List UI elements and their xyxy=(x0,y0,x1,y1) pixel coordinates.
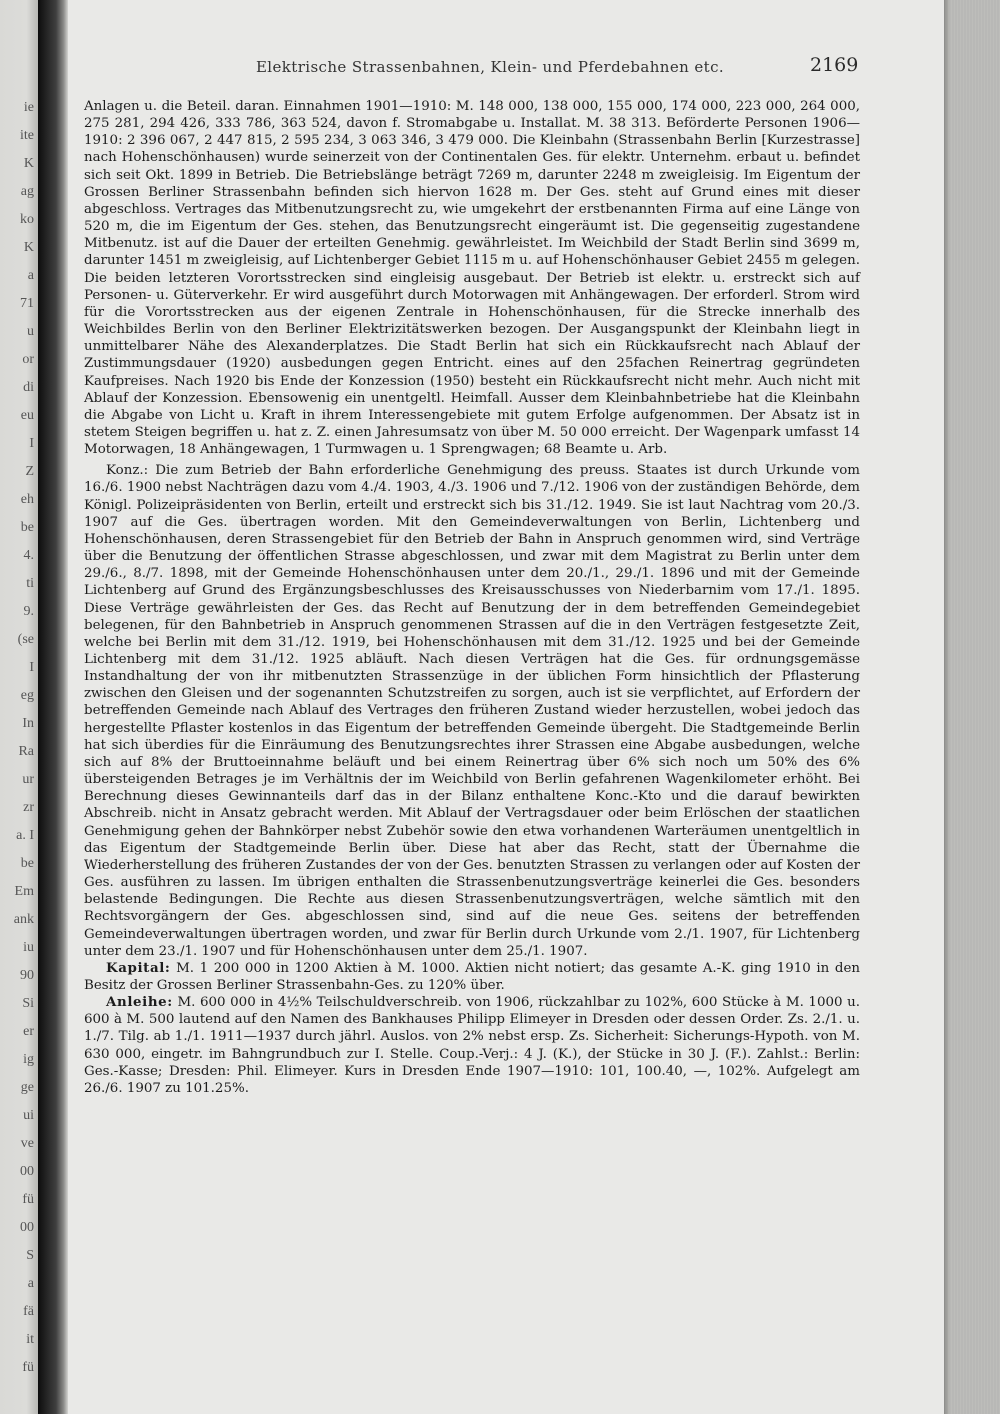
previous-page-fragment: ti xyxy=(26,576,34,591)
previous-page-fragment: it xyxy=(26,1332,34,1347)
previous-page-fragment: ve xyxy=(20,1136,34,1151)
previous-page-fragment: Em xyxy=(14,884,34,899)
document-page xyxy=(80,0,880,1414)
page-number: 2169 xyxy=(810,54,859,76)
previous-page-fragment: fä xyxy=(23,1304,34,1319)
previous-page-fragment: u xyxy=(27,324,34,339)
previous-page-fragment: In xyxy=(22,716,34,731)
previous-page-fragment: a xyxy=(27,268,34,283)
previous-page-fragment: 71 xyxy=(20,296,34,311)
previous-page-fragments xyxy=(0,0,38,1414)
intro-paragraph: Anlagen u. die Beteil. daran. Einnahmen 1901—1910: M. 148 000, 138 000, 155 000, 174 000, 223 000, 264 000, 275 281, 294 426, 333 786, 363 524, davon f. Stromabgabe u. Installat. M. 38 313. Beförderte Personen 1906—1910: 2 396 067, 2 447 815, 2 595 234, 3 063 346, 3 479 000. Die Kleinbahn (Strassenbahn Berlin [Kurzestrasse] nach Hohenschönhausen) wurde seinerzeit von der Continentalen Ges. für elektr. Unternehm. erbaut u. befindet sich seit Okt. 1899 in Betrieb. Die Betriebslänge beträgt 7269 m, darunter 2248 m zweigleisig. Im Eigentum der Grossen Berliner Strassenbahn befinden sich hiervon 1628 m. Der Ges. steht auf Grund eines mit dieser abgeschloss. Vertrages das Mitbenutzungsrecht zu, wie umgekehrt der erstbenannten Firma auf eine Länge von 520 m, die im Eigentum der Ges. stehen, das Benutzungsrecht eingeräumt ist. Die gegenseitig zugestandene Mitbenutz. ist auf die Dauer der erteilten Genehmig. gewährleistet. Im Weichbild der Stadt Berlin sind 3699 m, darunter 1451 m zweigleisig, auf Lichtenberger Gebiet 1115 m u. auf Hohenschönhauser Gebiet 2455 m gelegen. Die beiden letzteren Vorortsstrecken sind eingleisig ausgebaut. Der Betrieb ist elektr. u. erstreckt sich auf Personen- u. Güterverkehr. Er wird ausgeführt durch Motorwagen mit Anhängewagen. Der erforderl. Strom wird für die Vorortsstrecken aus der eigenen Zentrale in Hohenschönhausen, für die Strecke innerhalb des Weichbildes Berlin von den Berliner Elektrizitätswerken bezogen. Der Ausgangspunkt der Kleinbahn liegt in unmittelbarer Nähe des Alexanderplatzes. Die Stadt Berlin hat sich ein Rückkaufsrecht nach Ablauf der Zustimmungsdauer (1920) ausbedungen gegen Entricht. eines auf den 25fachen Reinertrag gegründeten Kaufpreises. Nach 1920 bis Ende der Konzession (1950) besteht ein Rückkaufsrecht nicht mehr. Auch nicht mit Ablauf der Konzession. Ebensowenig ein unentgeltl. Heimfall. Ausser dem Kleinbahnbetriebe hat die Kleinbahn die Abgabe von Licht u. Kraft in ihrem Interessengebiete mit gutem Erfolge aufgenommen. Der Absatz ist in stetem Steigen begriffen u. hat z. Z. einen Jahresumsatz von über M. 50 000 erreicht. Der Wagenpark umfasst 14 Motorwagen, 18 Anhängewagen, 1 Turmwagen u. 1 Sprengwagen; 68 Beamte u. Arb. xyxy=(84,99,860,458)
previous-page-fragment: fü xyxy=(22,1192,34,1207)
previous-page-fragment: ag xyxy=(20,184,34,199)
previous-page-fragment: 9. xyxy=(23,604,34,619)
anleihe-paragraph xyxy=(84,994,860,1097)
konzession-paragraph: Konz.: Die zum Betrieb der Bahn erforderliche Genehmigung des preuss. Staates ist durch Urkunde vom 16./6. 1900 nebst Nachträgen dazu vom 4./4. 1903, 4./3. 1906 und 7./12. 1906 von der zuständigen Behörde, dem Königl. Polizeipräsidenten von Berlin, erteilt und erstreckt sich bis 31./12. 1949. Sie ist laut Nachtrag vom 20./3. 1907 auf die Ges. übertragen worden. Mit den Gemeindeverwaltungen von Berlin, Lichtenberg und Hohenschönhausen, deren Strassengebiet für den Betrieb der Bahn in Anspruch genommen wird, sind Verträge über die Benutzung der öffentlichen Strasse abgeschlossen, und zwar mit dem Magistrat zu Berlin unter dem 29./6., 8./7. 1898, mit der Gemeinde Hohenschönhausen unter dem 20./1., 29./1. 1896 und mit der Gemeinde Lichtenberg auf Grund des Ergänzungsbeschlusses des Kreisausschusses von Niederbarnim vom 17./1. 1895. Diese Verträge gewährleisten der Ges. das Recht auf Benutzung der in dem betreffenden Gemeindegebiet belegenen, für den Bahnbetrieb in Anspruch genommenen Strassen auf die in den Verträgen festgesetzte Zeit, welche bei Berlin mit dem 31./12. 1919, bei Hohenschönhausen mit dem 31./12. 1925 und bei der Gemeinde Lichtenberg mit dem 31./12. 1925 abläuft. Nach diesen Verträgen hat die Ges. für ordnungsgemässe Instandhaltung der von ihr mitbenutzten Strassenzüge in der üblichen Form hinsichtlich der Pflasterung zwischen den Gleisen und der sogenannten Schutzstreifen zu sorgen, auch ist sie verpflichtet, auf Erfordern der betreffenden Gemeinde nach Ablauf des Vertrages den früheren Zustand wieder herzustellen, wobei jedoch das hergestellte Pflaster kostenlos in das Eigentum der betreffenden Gemeinde übergeht. Die Stadtgemeinde Berlin hat sich überdies für die Einräumung des Benutzungsrechtes ihrer Strassen eine Abgabe ausbedungen, welche sich auf 8% der Bruttoeinnahme beläuft und bei einem Reinertrag über 6% sich noch um 50% des 6% übersteigenden Betrages je im Verhältnis der im Weichbild von Berlin gefahrenen Wagenkilometer erhöht. Bei Berechnung dieses Gewinnanteils darf das in der Bilanz enthaltene Konc.-Kto und die darauf bewirkten Abschreib. nicht in Ansatz gebracht werden. Mit Ablauf der Vertragsdauer oder beim Erlöschen der staatlichen Genehmigung gehen der Bahnkörper nebst Zubehör sowie den etwa vorhandenen Warteräumen unentgeltlich in das Eigentum der Stadtgemeinde Berlin über. Diese hat aber das Recht, statt der Übernahme die Wiederherstellung des früheren Zustandes der von der Ges. benutzten Strassen zu verlangen oder auf Kosten der Ges. ausführen zu lassen. Im übrigen enthalten die Strassenbenutzungsverträge keinerlei die Ges. besonders belastende Bedingungen. Die Rechte aus diesen Strassenbenutzungsverträgen, welche sämtlich mit den Rechtsvorgängern der Ges. abgeschlossen sind, sind auf die neue Ges. seitens der betreffenden Gemeindeverwaltungen übertragen worden, und zwar für Berlin durch Urkunde vom 2./1. 1907, für Lichtenberg unter dem 23./1. 1907 und für Hohenschönhausen unter dem 25./1. 1907. xyxy=(84,463,860,959)
previous-page-fragment: 90 xyxy=(20,968,34,983)
previous-page-fragment: 00 xyxy=(20,1164,34,1179)
previous-page-fragment: I xyxy=(29,660,34,675)
previous-page-fragment: di xyxy=(23,380,34,395)
previous-page-fragment: a xyxy=(27,1276,34,1291)
previous-page-fragment: K xyxy=(23,240,34,255)
kapital-paragraph xyxy=(84,960,860,994)
previous-page-fragment: 00 xyxy=(20,1220,34,1235)
previous-page-fragment: ur xyxy=(22,772,34,787)
previous-page-fragment: I xyxy=(29,436,34,451)
running-head: Elektrische Strassenbahnen, Klein- und Pferdebahnen etc. xyxy=(255,58,725,76)
previous-page-fragment: ite xyxy=(20,128,34,143)
previous-page-fragment: eu xyxy=(20,408,34,423)
page-stack-edge xyxy=(944,0,1000,1414)
previous-page-fragment: be xyxy=(20,856,34,871)
kapital-text: M. 1 200 000 in 1200 Aktien à M. 1000. Aktien nicht notiert; das gesamte A.-K. ging 1910 in den Besitz der Grossen Berliner Strassenbahn-Ges. zu 120% über. xyxy=(84,960,860,993)
previous-page-fragment: S xyxy=(26,1248,34,1263)
previous-page-fragment: Z xyxy=(25,464,34,479)
previous-page-fragment: Ra xyxy=(18,744,34,759)
kapital-label: Kapital: xyxy=(106,959,171,976)
previous-page-fragment: 4. xyxy=(23,548,34,563)
previous-page-fragment: er xyxy=(23,1024,34,1039)
previous-page-fragment: ge xyxy=(20,1080,34,1095)
previous-page-fragment: ank xyxy=(13,912,34,927)
previous-page-fragment: ie xyxy=(23,100,34,115)
previous-page-fragment: Si xyxy=(22,996,34,1011)
anleihe-text: M. 600 000 in 4½% Teilschuldverschreib. von 1906, rückzahlbar zu 102%, 600 Stücke à M. 1000 u. 600 à M. 500 lautend auf den Namen des Bankhauses Philipp Elimeyer in Dresden oder dessen Order. Zs. 2./1. u. 1./7. Tilg. ab 1./1. 1911—1937 durch jährl. Auslos. von 2% nebst ersp. Zs. Sicherheit: Sicherungs-Hypoth. von M. 630 000, eingetr. im Bahngrundbuch zur I. Stelle. Coup.-Verj.: 4 J. (K.), der Stücke in 30 J. (F.). Zahlst.: Berlin: Ges.-Kasse; Dresden: Phil. Elimeyer. Kurs in Dresden Ende 1907—1910: 101, 100.40, —, 102%. Aufgelegt am 26./6. 1907 zu 101.25%. xyxy=(84,995,860,1096)
previous-page-fragment: ig xyxy=(23,1052,34,1067)
book-gutter-shadow xyxy=(38,0,68,1414)
previous-page-fragment: eg xyxy=(20,688,34,703)
previous-page-fragment: fü xyxy=(22,1360,34,1375)
previous-page-fragment: K xyxy=(23,156,34,171)
previous-page-fragment: ko xyxy=(20,212,34,227)
previous-page-fragment: or xyxy=(22,352,34,367)
anleihe-label: Anleihe: xyxy=(106,994,173,1011)
body-text xyxy=(84,98,860,1097)
previous-page-fragment: eh xyxy=(20,492,34,507)
previous-page-fragment: a. I xyxy=(16,828,34,843)
previous-page-fragment: zr xyxy=(23,800,34,815)
previous-page-fragment: (se xyxy=(17,632,34,647)
previous-page-fragment: be xyxy=(20,520,34,535)
previous-page-fragment: iu xyxy=(23,940,34,955)
previous-page-fragment: ui xyxy=(23,1108,34,1123)
